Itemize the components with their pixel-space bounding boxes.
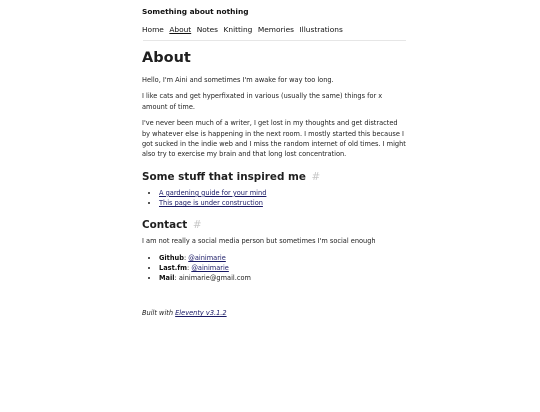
page-title: About bbox=[142, 50, 191, 66]
contact-intro: I am not really a social media person but sometimes I'm social enough bbox=[142, 237, 376, 246]
nav-divider bbox=[143, 40, 406, 41]
footer-prefix: Built with bbox=[142, 309, 176, 318]
contact-heading bbox=[142, 219, 407, 231]
github-link[interactable]: @ainimarie bbox=[188, 253, 226, 262]
nav-item-memories[interactable]: Memories bbox=[257, 25, 294, 34]
contact-list bbox=[142, 253, 407, 284]
nav-item-notes[interactable]: Notes bbox=[196, 25, 219, 34]
list-item bbox=[159, 188, 407, 198]
contact-label: Last.fm bbox=[159, 263, 187, 272]
contact-separator: : bbox=[186, 263, 192, 272]
under-construction-link[interactable]: This page is under construction bbox=[159, 199, 263, 208]
nav-item-home[interactable]: Home bbox=[142, 25, 164, 34]
footer bbox=[142, 309, 407, 317]
contact-heading-text: Contact bbox=[142, 219, 188, 232]
inspired-anchor-link[interactable]: # bbox=[311, 170, 321, 183]
contact-separator: : bbox=[174, 274, 179, 283]
contact-item-lastfm bbox=[159, 263, 407, 273]
inspired-heading bbox=[142, 171, 407, 183]
mail-address: ainimarie@gmail.com bbox=[178, 274, 251, 283]
contact-item-mail bbox=[159, 273, 407, 283]
main-nav bbox=[142, 25, 407, 34]
contact-label: Mail bbox=[159, 274, 175, 283]
nav-item-about[interactable]: About bbox=[169, 25, 192, 34]
nav-item-illustrations[interactable]: Illustrations bbox=[299, 25, 343, 34]
inspired-list bbox=[142, 188, 407, 208]
contact-separator: : bbox=[183, 253, 189, 262]
interests-paragraph: I like cats and get hyperfixated in various (usually the same) things for x amount of time. bbox=[142, 92, 383, 111]
inspired-heading-text: Some stuff that inspired me bbox=[142, 170, 306, 183]
eleventy-link[interactable]: Eleventy v3.1.2 bbox=[175, 309, 227, 318]
writer-paragraph: I've never been much of a writer, I get lost in my thoughts and get distracted by whatever else is happening in the next room. I mostly started this because I got sucked in the indie web and I miss the random internet of old times. I might also try to exercise my brain and that long lost concentration. bbox=[142, 119, 406, 159]
lastfm-link[interactable]: @ainimarie bbox=[191, 263, 229, 272]
contact-anchor-link[interactable]: # bbox=[192, 219, 202, 232]
page bbox=[142, 7, 407, 317]
contact-item-github bbox=[159, 253, 407, 263]
nav-item-knitting[interactable]: Knitting bbox=[223, 25, 253, 34]
list-item bbox=[159, 198, 407, 208]
intro-paragraph: Hello, I'm Aini and sometimes I'm awake for way too long. bbox=[142, 76, 334, 84]
site-title-link[interactable]: Something about nothing bbox=[142, 7, 249, 16]
gardening-guide-link[interactable]: A gardening guide for your mind bbox=[159, 188, 267, 197]
contact-label: Github bbox=[159, 253, 184, 262]
